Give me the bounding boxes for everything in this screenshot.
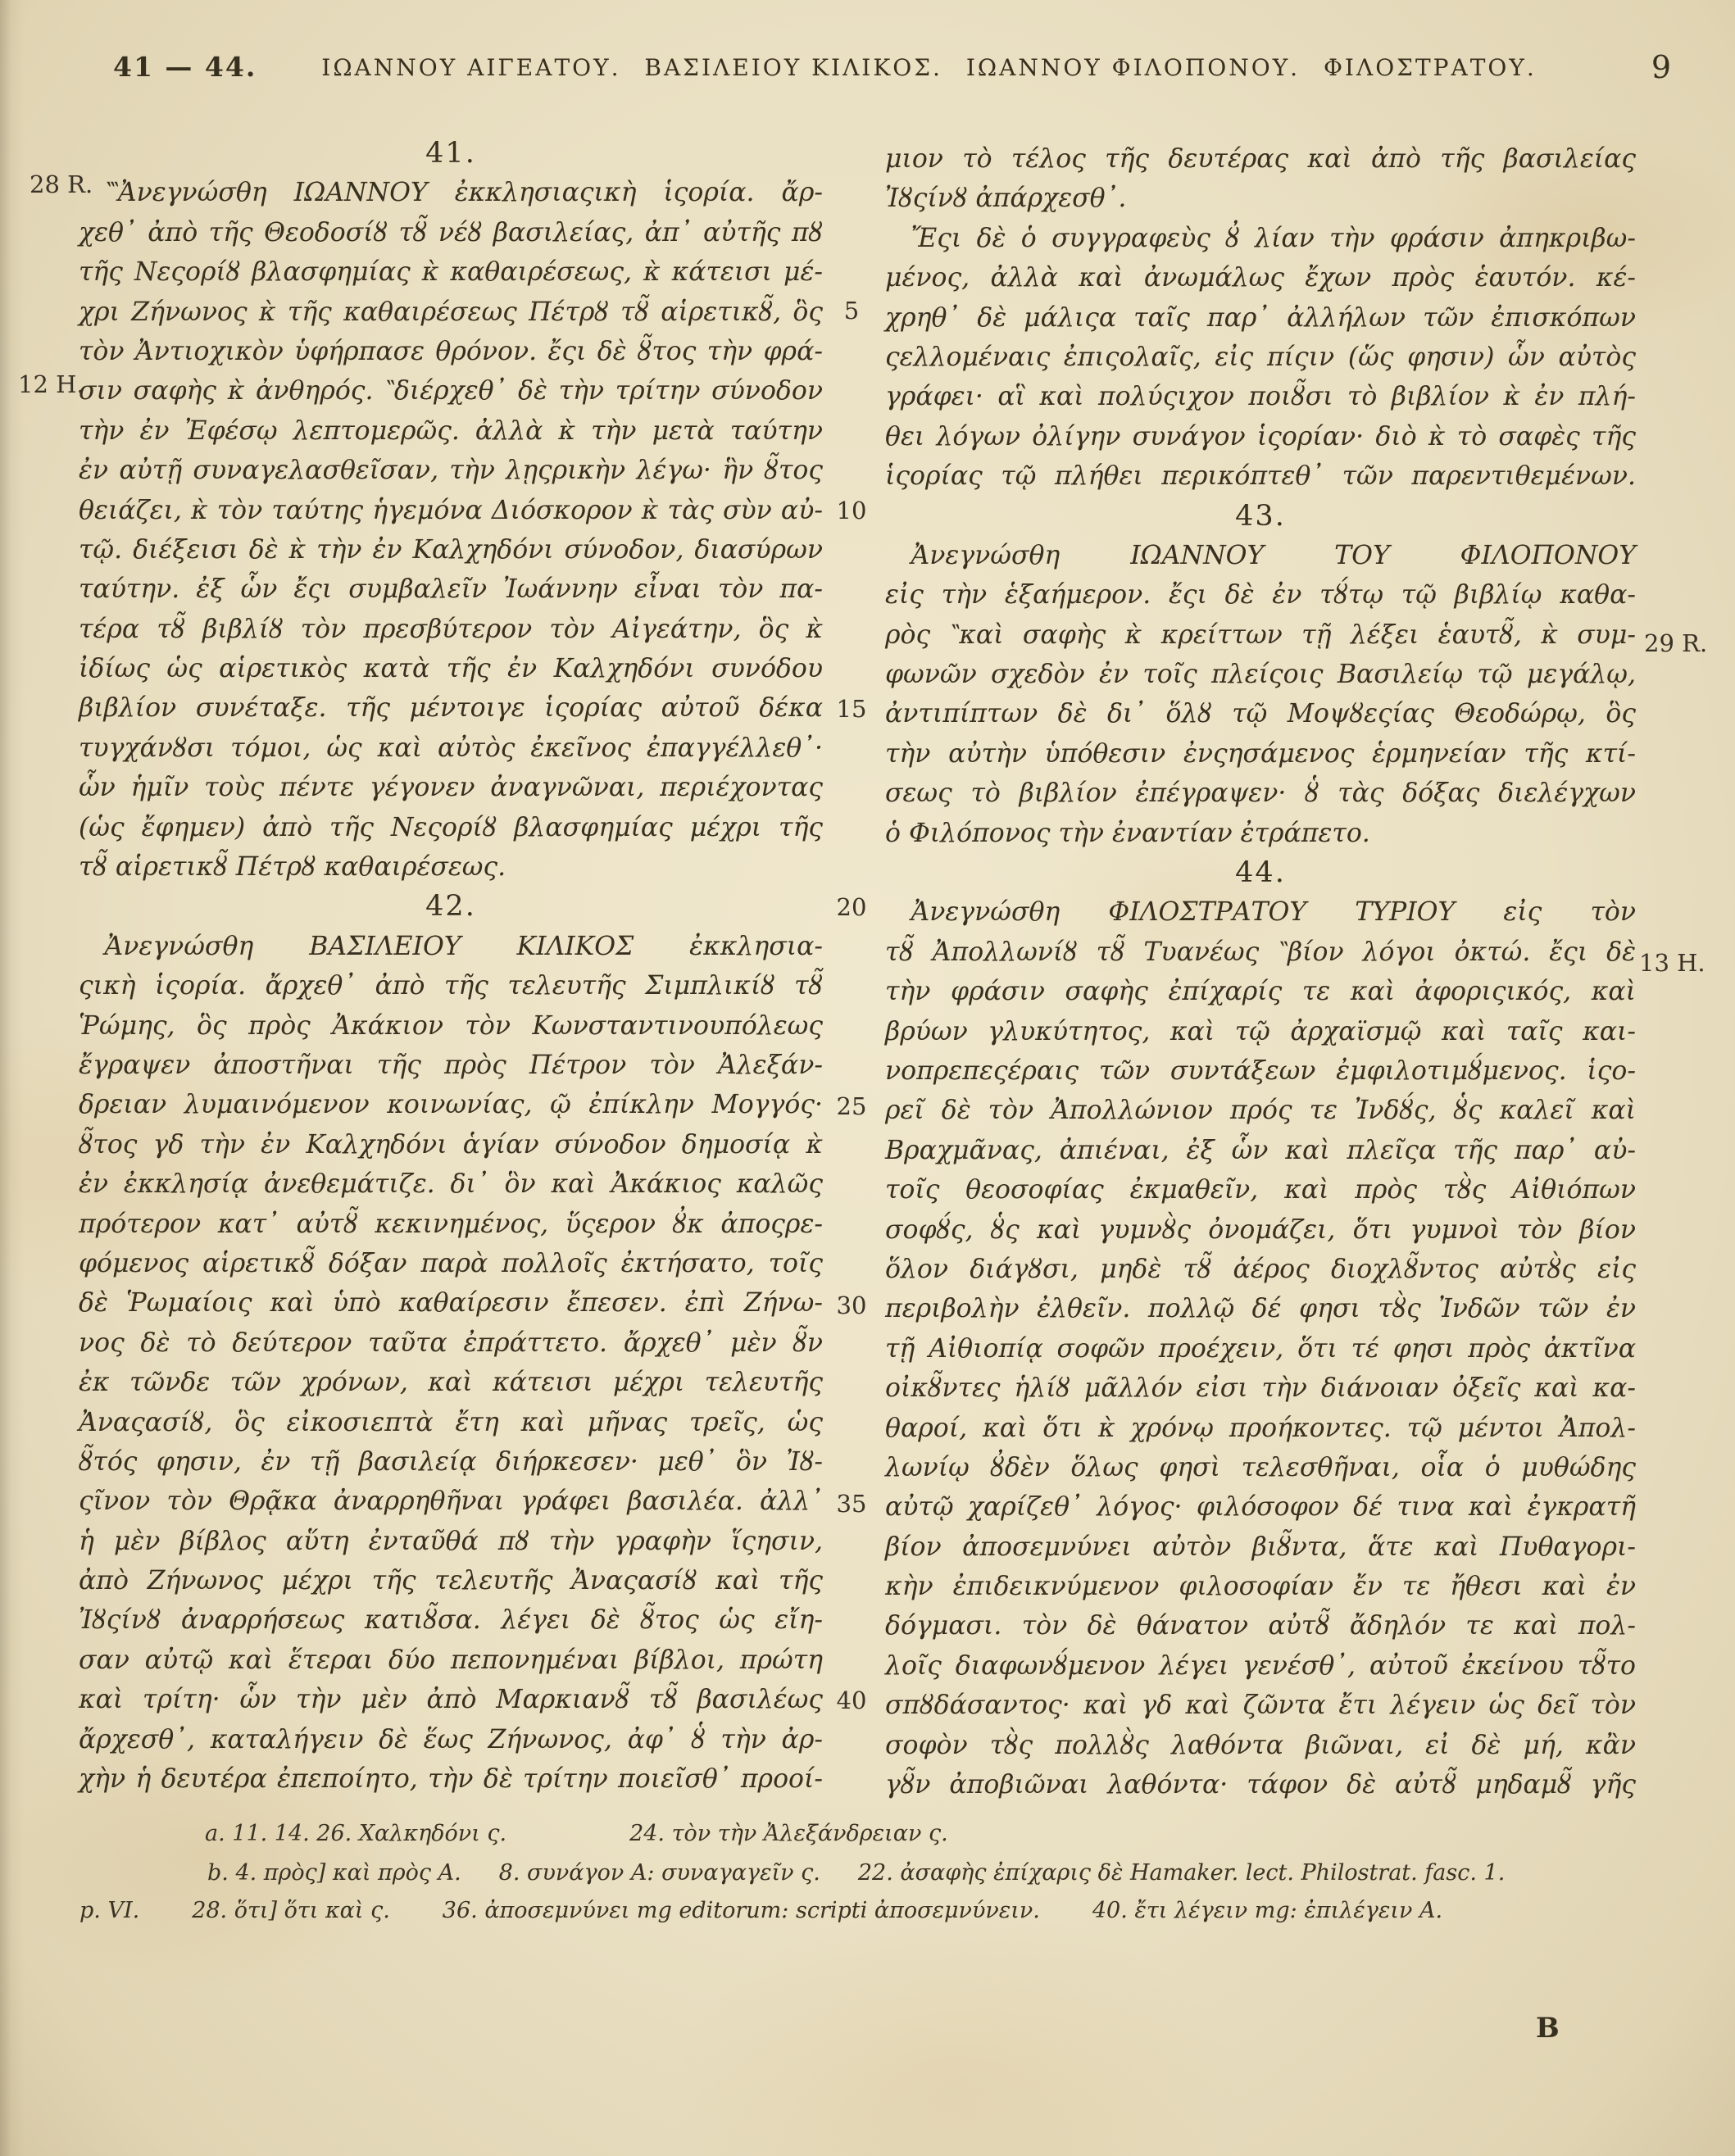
text-line: τὴν ἐν Ἐφέσῳ λεπτομερῶς. ἀλλὰ κ̀ τὴν μετὰ ταύτην: [79, 415, 823, 446]
text-line: ἄρχεσθ᾽, καταλήγειν δὲ ἕως Ζήνωνος, ἀφ᾽ ȣ̔ τὴν ἀρ-: [79, 1724, 823, 1754]
text-line: ȣ̃τος γδ τὴν ἐν Καλχηδόνι ἁγίαν σύνοδον δημοσίᾳ κ̀: [79, 1129, 823, 1160]
text-line: χρηθ᾽ δὲ μάλιςα ταῖς παρ᾽ ἀλλήλων τῶν ἐπισκόπων: [885, 302, 1636, 333]
text-line: χὴν ἡ δευτέρα ἐπεποίητο, τὴν δὲ τρίτην ποιεῖσθ᾽ προοί-: [79, 1764, 823, 1795]
footnote-segment: 28. ὅτι] ὅτι καὶ ς.: [192, 1898, 390, 1923]
text-line: φόμενος αἱρετικȣ̃ δόξαν παρὰ πολλοῖς ἐκτήσατο, τοῖς: [79, 1248, 823, 1278]
text-line: δὲ Ῥωμαίοις καὶ ὑπὸ καθαίρεσιν ἔπεσεν. ἐπὶ Ζήνω-: [79, 1288, 823, 1319]
text-line: ἱςορίας τῷ πλήθει περικόπτεθ᾽ τῶν παρεντιθεμένων.: [885, 461, 1636, 492]
gutter-line-number-15: 15: [836, 695, 867, 723]
codex-range: 41 — 44.: [113, 51, 257, 83]
text-line: σοφὸν τȣ̀ς πολλȣ̀ς λαθόντα βιῶναι, εἰ δὲ μή, κἂν: [885, 1730, 1636, 1760]
running-title: ΙΩΑΝΝΟΥ ΑΙΓΕΑΤΟΥ. ΒΑΣΙΛΕΙΟΥ ΚΙΛΙΚΟΣ. ΙΩΑΝΝΟΥ ΦΙΛΟΠΟΝΟΥ. ΦΙΛΟΣΤΡΑΤΟΥ.: [321, 54, 1537, 81]
text-line: γȣ̃ν ἀποβιῶναι λαθόντα· τάφον δὲ αὐτȣ̃ μηδαμȣ̃ γῆς: [885, 1770, 1636, 1800]
gutter-line-number-30: 30: [836, 1291, 867, 1319]
gutter-line-number-5: 5: [843, 297, 860, 325]
text-line: τῷ. διέξεισι δὲ κ̀ τὴν ἐν Καλχηδόνι σύνοδον, διασύρων: [79, 534, 823, 565]
text-line: Ἰȣςίνȣ ἀναρρήσεως κατιȣ̃σα. λέγει δὲ ȣ̃τος ὡς εἴη-: [79, 1605, 823, 1636]
footnote-line: [207, 1860, 1505, 1886]
footnote-segment: 22. ἀσαφὴς ἐπίχαρις δὲ Hamaker. lect. Philostrat. fasc. 1.: [857, 1860, 1506, 1886]
text-line: ἀντιπίπτων δὲ δι᾽ ὅλȣ τῷ Μοψȣεςίας Θεοδώρῳ, ὃς: [885, 699, 1636, 729]
signature-mark: B: [1536, 2012, 1560, 2045]
margin-note-12H: 12 H.: [18, 370, 84, 398]
text-line: ςελλομέναις ἐπιςολαῖς, εἰς πίςιν (ὥς φησιν) ὧν αὐτὸς: [885, 342, 1636, 372]
gutter-line-number-20: 20: [836, 893, 867, 921]
codex-42: [79, 887, 823, 1799]
text-line: σεως τὸ βιβλίον ἐπέγραψεν· ȣ̔ τὰς δόξας διελέγχων: [885, 778, 1636, 809]
text-line: ἐν αὐτῇ συναγελασθεῖσαν, τὴν λῃςρικὴν λέγω· ἣν ȣ̃τος: [79, 456, 823, 486]
text-line: τῆς Νεςορίȣ βλασφημίας κ̀ καθαιρέσεως, κ̀ κάτεισι μέ-: [79, 257, 823, 288]
text-line: καὶ τρίτη· ὧν τὴν μὲν ἀπὸ Μαρκιανȣ̃ τȣ̃ βασιλέως: [79, 1685, 823, 1715]
text-line: θειάζει, κ̀ τὸν ταύτης ἡγεμόνα Διόσκορον κ̀ τὰς σὺν αὐ-: [79, 495, 823, 525]
gutter-line-number-40: 40: [836, 1686, 867, 1714]
text-line: αὐτῷ χαρίζεθ᾽ λόγος· φιλόσοφον δέ τινα καὶ ἐγκρατῆ: [885, 1492, 1636, 1523]
footnote-segment: p. VI.: [79, 1898, 140, 1923]
text-line: ἐν ἐκκλησίᾳ ἀνεθεμάτιζε. δι᾽ ὃν καὶ Ἀκάκιος καλῶς: [79, 1169, 823, 1200]
margin-note-29R: 29 R.: [1644, 629, 1708, 657]
text-line: φωνῶν σχεδὸν ἐν τοῖς πλείςοις Βασιλείῳ τῷ μεγάλῳ,: [885, 660, 1636, 690]
footnote-segment: 40. ἔτι λέγειν mg: ἐπιλέγειν A.: [1092, 1898, 1443, 1923]
text-line: νοπρεπεςέραις τῶν συντάξεων ἐμφιλοτιμȣ́μενος. ἱςο-: [885, 1055, 1636, 1086]
text-line: λοῖς διαφωνȣ́μενον λέγει γενέσθ᾽, αὐτοῦ ἐκείνου τȣ̃το: [885, 1650, 1636, 1681]
text-line: δόγμασι. τὸν δὲ θάνατον αὐτȣ̃ ἄδηλόν τε καὶ πολ-: [885, 1611, 1636, 1641]
margin-note-13H: 13 H.: [1639, 949, 1705, 977]
text-line: ἀπὸ Ζήνωνος μέχρι τῆς τελευτῆς Ἀναςασίȣ καὶ τῆς: [79, 1566, 823, 1596]
text-line: βίον ἀποσεμνύνει αὐτὸν βιȣ̃ντα, ἅτε καὶ Πυθαγορι-: [885, 1532, 1636, 1562]
text-line: ςικὴ ἱςορία. ἄρχεθ᾽ ἀπὸ τῆς τελευτῆς Σιμπλικίȣ τȣ̃: [79, 971, 823, 1001]
text-line: Ῥώμης, ὃς πρὸς Ἀκάκιον τὸν Κωνσταντινουπόλεως: [79, 1010, 823, 1041]
text-line: τέρα τȣ̃ βιβλίȣ τὸν πρεσβύτερον τὸν Αἰγεάτην, ὃς κ̀: [79, 614, 823, 644]
text-line: θαροί, καὶ ὅτι κ̀ χρόνῳ προήκοντες. τῷ μέντοι Ἀπολ-: [885, 1413, 1636, 1443]
text-line: (ὡς ἔφημεν) ἀπὸ τῆς Νεςορίȣ βλασφημίας μέχρι τῆς: [79, 812, 823, 842]
text-line: ςῖνον τὸν Θρᾷκα ἀναρρηθῆναι γράφει βασιλέα. ἀλλ᾽: [79, 1487, 823, 1517]
text-line: Ἀνεγνώσθη ΦΙΛΟΣΤΡΑΤΟΥ ΤΥΡΙΟΥ εἰς τὸν: [885, 897, 1636, 928]
text-line: τοῖς θεοσοφίας ἐκμαθεῖν, καὶ πρὸς τȣ̀ς Αἰθιόπων: [885, 1175, 1636, 1205]
text-line: τȣ̃ αἱρετικȣ̃ Πέτρȣ καθαιρέσεως.: [79, 852, 506, 883]
section-number-42: 42.: [425, 890, 476, 924]
text-line: ταύτην. ἐξ ὧν ἔςι συμβαλεῖν Ἰωάννην εἶναι τὸν πα-: [79, 574, 823, 605]
text-line: ‷Ἀνεγνώσθη ΙΩΑΝΝΟΥ ἐκκλησιαςικὴ ἱςορία. ἄρ-: [79, 178, 823, 208]
text-line: τȣ̃ Ἀπολλωνίȣ τȣ̃ Τυανέως ‶βίον λόγοι ὀκτώ. ἔςι δὲ: [885, 937, 1636, 967]
text-line: Ἀναςασίȣ, ὃς εἰκοσιεπτὰ ἔτη καὶ μῆνας τρεῖς, ὡς: [79, 1407, 823, 1437]
footnote-line: [79, 1898, 1442, 1923]
text-line: βρύων γλυκύτητος, καὶ τῷ ἀρχαϊσμῷ καὶ ταῖς και-: [885, 1016, 1636, 1046]
text-line: ρεῖ δὲ τὸν Ἀπολλώνιον πρός τε Ἰνδȣ́ς, ȣ̔ς καλεῖ καὶ: [885, 1096, 1636, 1126]
footnote-segment: 8. συνάγον A: συναγαγεῖν ς.: [498, 1860, 820, 1886]
text-line: ἡ μὲν βίβλος αὕτη ἐνταῦθά πȣ τὴν γραφὴν ἵςησιν,: [79, 1526, 823, 1556]
right-column: [885, 139, 1636, 1804]
footnote-segment: 36. ἀποσεμνύνει mg editorum: scripti ἀποσεμνύνειν.: [442, 1898, 1040, 1923]
text-line: μένος, ἀλλὰ καὶ ἀνωμάλως ἔχων πρὸς ἑαυτόν. κέ-: [885, 263, 1636, 293]
text-line: ὧν ἡμῖν τοὺς πέντε γέγονεν ἀναγνῶναι, περιέχοντας: [79, 773, 823, 803]
section-number-44: 44.: [1235, 856, 1286, 890]
text-line: ἔγραψεν ἀποστῆναι τῆς πρὸς Πέτρον τὸν Ἀλεξάν-: [79, 1050, 823, 1080]
gutter-line-number-10: 10: [836, 497, 867, 524]
codex-42-continuation: [885, 139, 1636, 219]
text-line: τυγχάνȣσι τόμοι, ὡς καὶ αὐτὸς ἐκεῖνος ἐπαγγέλλεθ᾽·: [79, 733, 823, 763]
text-line: Βραχμᾶνας, ἀπιέναι, ἐξ ὧν καὶ πλεῖςα τῆς παρ᾽ αὐ-: [885, 1135, 1636, 1165]
footnote-segment: b. 4. πρὸς] καὶ πρὸς A.: [207, 1860, 461, 1886]
text-line: εἰς τὴν ἑξαήμερον. ἔςι δὲ ἐν τȣ́τῳ τῷ βιβλίῳ καθα-: [885, 580, 1636, 610]
text-line: σπȣδάσαντος· καὶ γδ καὶ ζῶντα ἔτι λέγειν ὡς δεῖ τὸν: [885, 1691, 1636, 1721]
text-line: ὅλον διάγȣσι, μηδὲ τȣ̃ ἀέρος διοχλȣ̃ντος αὐτȣ̀ς εἰς: [885, 1254, 1636, 1284]
text-line: τὸν Ἀντιοχικὸν ὑφήρπασε θρόνον. ἔςι δὲ ȣ̃τος τὴν φρά-: [79, 336, 823, 366]
text-line: χεθ᾽ ἀπὸ τῆς Θεοδοσίȣ τȣ̃ νέȣ βασιλείας, ἀπ᾽ αὐτῆς πȣ: [79, 217, 823, 247]
text-line: Ἀνεγνώσθη ΒΑΣΙΛΕΙΟΥ ΚΙΛΙΚΟΣ ἐκκλησια-: [79, 931, 823, 961]
section-number-41: 41.: [425, 137, 476, 170]
text-line: Ἰȣςίνȣ ἀπάρχεσθ᾽.: [885, 184, 1127, 214]
text-line: σιν σαφὴς κ̀ ἀνθηρός. ‶διέρχεθ᾽ δὲ τὴν τρίτην σύνοδον: [79, 376, 823, 406]
text-line: σοφȣ́ς, ȣ̔ς καὶ γυμνȣ̀ς ὀνομάζει, ὅτι γυμνοὶ τὸν βίον: [885, 1214, 1636, 1245]
text-line: ἐκ τῶνδε τῶν χρόνων, καὶ κάτεισι μέχρι τελευτῆς: [79, 1368, 823, 1398]
codex-43: [885, 497, 1636, 854]
gutter-line-number-35: 35: [836, 1490, 867, 1518]
text-line: μιον τὸ τέλος τῆς δευτέρας καὶ ἀπὸ τῆς βασιλείας: [885, 144, 1636, 174]
text-line: λωνίῳ ȣ̓δὲν ὅλως φησὶ τελεσθῆναι, οἷα ὁ μυθώδης: [885, 1452, 1636, 1482]
text-line: τὴν αὐτὴν ὑπόθεσιν ἐνςησάμενος ἑρμηνείαν τῆς κτί-: [885, 738, 1636, 769]
text-line: Ἔςι δὲ ὁ συγγραφεὺς ȣ̓ λίαν τὴν φράσιν ἀπηκριβω-: [885, 223, 1636, 253]
text-line: δρειαν λυμαινόμενον κοινωνίας, ῷ ἐπίκλην Μογγός·: [79, 1090, 823, 1120]
section-number-43: 43.: [1235, 499, 1286, 533]
text-line: οἰκȣ̃ντες ἡλίȣ μᾶλλόν εἰσι τὴν διάνοιαν ὀξεῖς καὶ κα-: [885, 1373, 1636, 1404]
text-line: κὴν ἐπιδεικνύμενον φιλοσοφίαν ἔν τε ἤθεσι καὶ ἐν: [885, 1572, 1636, 1602]
left-column: [79, 134, 823, 1799]
text-line: τὴν φράσιν σαφὴς ἐπίχαρίς τε καὶ ἀφοριςικός, καὶ: [885, 977, 1636, 1007]
text-line: βιβλίον συνέταξε. τῆς μέντοιγε ἱςορίας αὐτοῦ δέκα: [79, 693, 823, 724]
text-line: θει λόγων ὀλίγην συνάγον ἱςορίαν· διὸ κ̀ τὸ σαφὲς τῆς: [885, 421, 1636, 452]
footnote-segment: a. 11. 14. 26. Χαλκηδόνι ς.: [205, 1821, 507, 1846]
codex-42-style-note: [885, 219, 1636, 497]
footnote-segment: 24. τὸν τὴν Ἀλεξάνδρειαν ς.: [629, 1821, 948, 1846]
text-line: ἰδίως ὡς αἱρετικὸς κατὰ τῆς ἐν Καλχηδόνι συνόδου: [79, 654, 823, 684]
text-line: πρότερον κατ᾽ αὐτȣ̃ κεκινημένος, ὕςερον ȣ̓κ ἀποςρε-: [79, 1209, 823, 1239]
footnote-line: [205, 1821, 948, 1846]
text-line: χρι Ζήνωνος κ̀ τῆς καθαιρέσεως Πέτρȣ τȣ̃ αἱρετικȣ̃, ὃς: [79, 297, 823, 327]
text-line: τῇ Αἰθιοπίᾳ σοφῶν προέχειν, ὅτι τέ φησι πρὸς ἀκτῖνα: [885, 1333, 1636, 1364]
text-line: Ἀνεγνώσθη ΙΩΑΝΝΟΥ ΤΟΥ ΦΙΛΟΠΟΝΟΥ: [885, 540, 1636, 570]
text-line: περιβολὴν ἐλθεῖν. πολλῷ δέ φησι τȣ̀ς Ἰνδῶν τῶν ἐν: [885, 1294, 1636, 1324]
codex-41: [79, 134, 823, 887]
text-line: σαν αὐτῷ καὶ ἕτεραι δύο πεπονημέναι βίβλοι, πρώτη: [79, 1645, 823, 1675]
text-line: γράφει· αἳ καὶ πολύςιχον ποιȣ̃σι τὸ βιβλίον κ̀ ἐν πλή-: [885, 382, 1636, 412]
text-line: ρὸς ‶καὶ σαφὴς κ̀ κρείττων τῇ λέξει ἑαυτȣ̃, κ̀ συμ-: [885, 620, 1636, 650]
gutter-line-number-25: 25: [836, 1092, 867, 1120]
text-line: ȣ̃τός φησιν, ἐν τῇ βασιλείᾳ διήρκεσεν· μεθ᾽ ὃν Ἰȣ-: [79, 1446, 823, 1477]
margin-note-28R: 28 R.: [30, 170, 93, 198]
text-line: ὁ Φιλόπονος τὴν ἐναντίαν ἐτράπετο.: [885, 818, 1370, 848]
page-number: 9: [1651, 49, 1671, 85]
text-line: νος δὲ τὸ δεύτερον ταῦτα ἐπράττετο. ἄρχεθ᾽ μὲν ȣ̃ν: [79, 1328, 823, 1358]
codex-44: [885, 853, 1636, 1804]
